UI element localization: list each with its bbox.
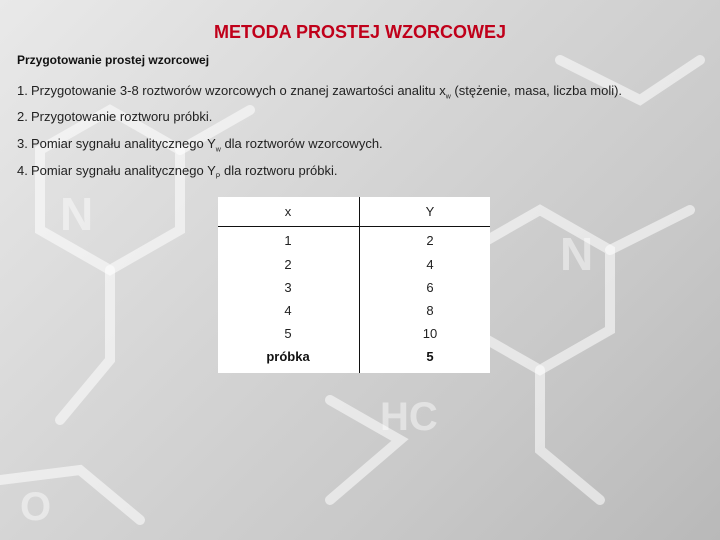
svg-text:HC: HC [380, 395, 438, 439]
table-cell: 1 [284, 233, 292, 248]
list-item [17, 83, 622, 101]
list-item-number: 3. [17, 136, 28, 151]
table-cell: 2 [284, 257, 292, 272]
svg-text:O: O [20, 485, 52, 529]
sample-value-cell: 5 [426, 349, 434, 364]
table-header-y: Y [425, 204, 435, 219]
section-subtitle: Przygotowanie prostej wzorcowej [17, 53, 210, 67]
list-item-text-end: (stężenie, masa, liczba moli). [450, 83, 623, 98]
list-item-number: 1. [17, 83, 28, 98]
table-cell: 5 [284, 326, 292, 341]
table-cell: 8 [426, 303, 434, 318]
table-cell: 2 [426, 233, 434, 248]
sample-label-cell: próbka [266, 349, 310, 364]
list-item-subscript: w [215, 146, 221, 154]
page-title: METODA PROSTEJ WZORCOWEJ [213, 22, 507, 42]
list-item-text: Przygotowanie 3-8 roztworów wzorcowych o znanej zawartości analitu x [31, 83, 446, 98]
list-item [17, 136, 383, 154]
list-item-text: Pomiar sygnału analitycznego Y [31, 163, 216, 178]
svg-text:N: N [60, 188, 94, 240]
table-header-x: x [284, 204, 292, 219]
list-item-text: Pomiar sygnału analitycznego Y [31, 136, 216, 151]
table-cell: 4 [284, 303, 292, 318]
svg-text:N: N [560, 228, 594, 280]
table-cell: 4 [426, 257, 434, 272]
list-item-text-end: dla roztworu próbki. [220, 163, 338, 178]
header-divider [218, 226, 490, 227]
list-item-text: Przygotowanie roztworu próbki. [31, 109, 213, 124]
list-item-number: 2. [17, 109, 28, 124]
list-item-subscript: P [215, 173, 221, 181]
table-cell: 3 [284, 280, 292, 295]
list-item-subscript: w [445, 93, 451, 101]
list-item-number: 4. [17, 163, 28, 178]
list-item [17, 109, 212, 124]
list-item-text-end: dla roztworów wzorcowych. [220, 136, 383, 151]
table-cell: 10 [422, 326, 438, 341]
column-divider [359, 197, 360, 373]
data-table [218, 197, 490, 373]
list-item [17, 163, 338, 181]
table-cell: 6 [426, 280, 434, 295]
